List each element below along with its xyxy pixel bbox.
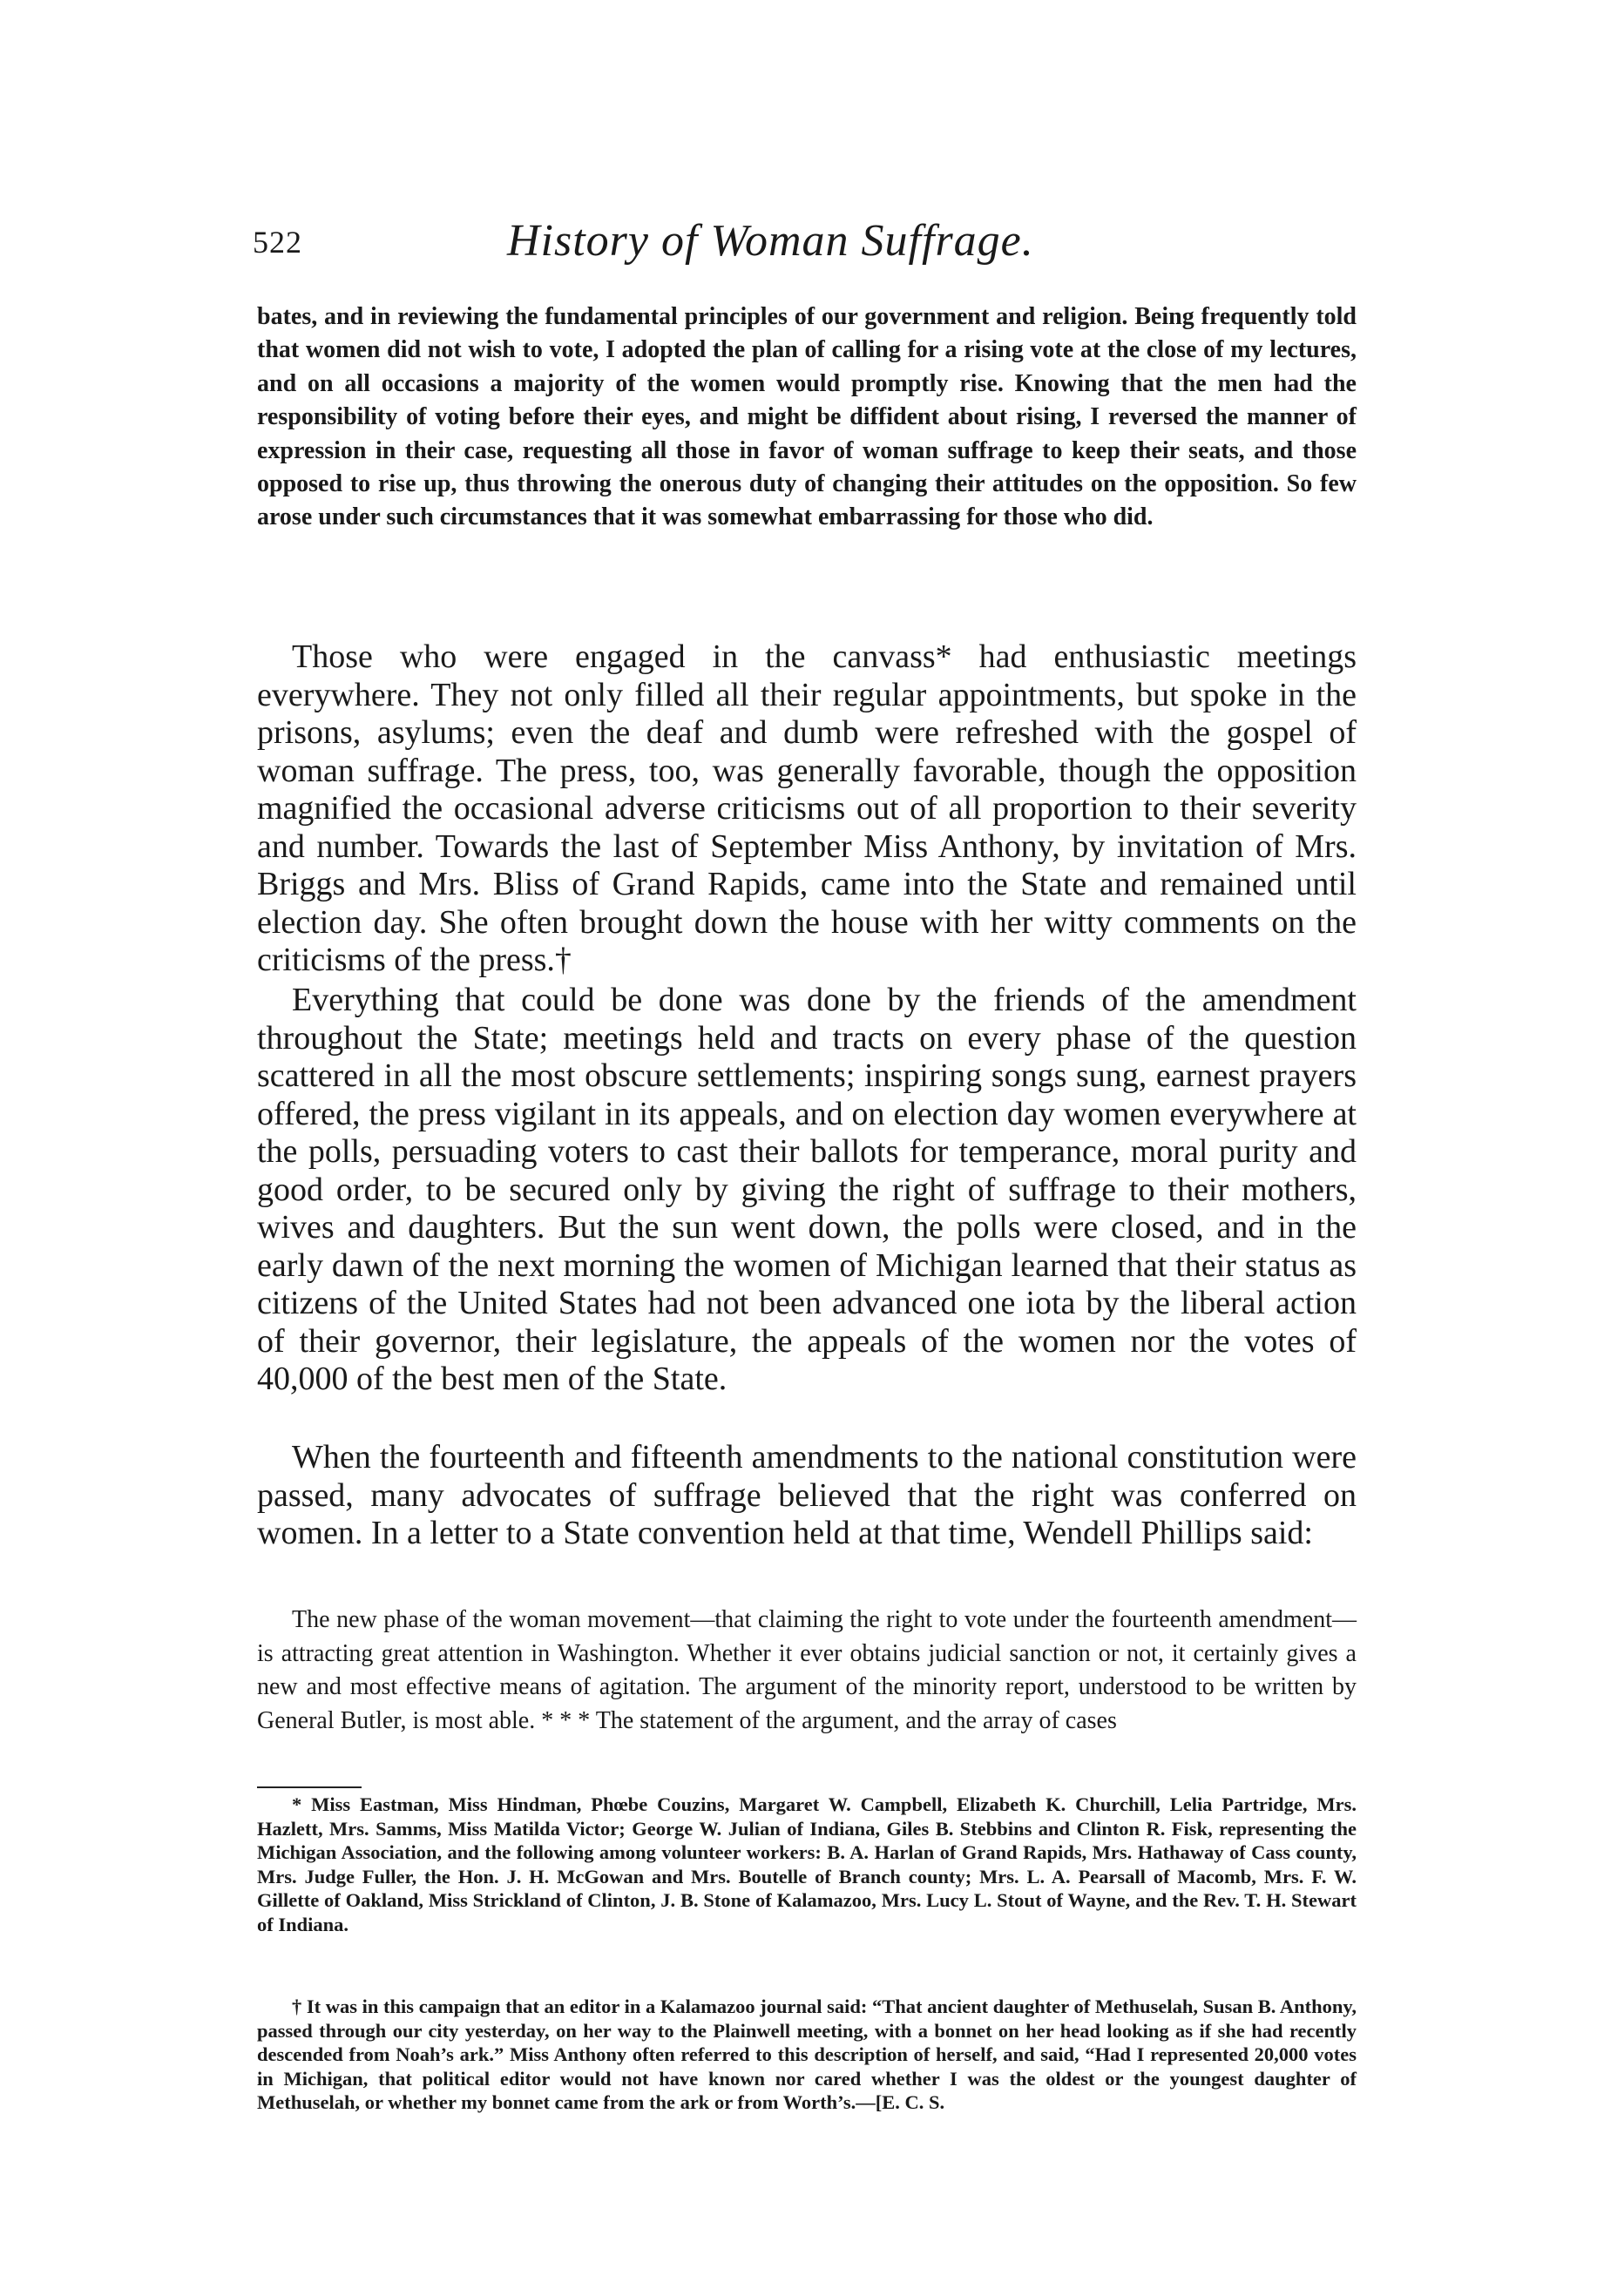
footnote-divider <box>257 1786 362 1788</box>
page-header <box>0 216 1597 283</box>
paragraph-continued-lecture: bates, and in reviewing the fundamental principles of our government and religion. Being frequently told that women did not wish to vote, I adopted the plan of calling for a rising vote at the close of my lectures, and on all occasions a majority of the women would promptly rise. Knowing that the men had the responsibility of voting before their eyes, and might be diffident about rising, I reversed the manner of expression in their case, requesting all those in favor of woman suffrage to keep their seats, and those opposed to rise up, thus throwing the onerous duty of changing their attitudes on the opposition. So few arose under such circumstances that it was somewhat embarrassing for those who did. <box>257 303 1357 531</box>
paragraph-fourteenth-amendment: When the fourteenth and fifteenth amendments to the national constitution were passed, many advocates of suffrage believed that the right was conferred on women. In a letter to a State convention held at that time, Wendell Phillips said: <box>257 1439 1357 1551</box>
paragraph-canvass: Those who were engaged in the canvass* had enthusiastic meetings everywhere. They not only filled all their regular appointments, but spoke in the prisons, asylums; even the deaf and dumb were refreshed with the gospel of woman suffrage. The press, too, was generally favorable, though the opposition magnified the occasional adverse criticisms out of all proportion to their severity and number. Towards the last of September Miss Anthony, by invitation of Mrs. Briggs and Mrs. Bliss of Grand Rapids, came into the State and remained until election day. She often brought down the house with her witty comments on the criticisms of the press.† <box>257 638 1357 978</box>
paragraph-amendment-efforts: Everything that could be done was done by the friends of the amendment throughout the State; meetings held and tracts on every phase of the question scattered in all the most obscure settlements; inspiring songs sung, earnest prayers offered, the press vigilant in its appeals, and on election day women everywhere at the polls, persuading voters to cast their ballots for temperance, moral purity and good order, to be secured only by giving the right of suffrage to their mothers, wives and daughters. But the sun went down, the polls were closed, and in the early dawn of the next morning the women of Michigan learned that their status as citizens of the United States had not been advanced one iota by the liberal action of their governor, their legislature, the appeals of the women nor the votes of 40,000 of the best men of the State. <box>257 982 1357 1397</box>
footnote-dagger: † It was in this campaign that an editor in a Kalamazoo journal said: “That ancient daughter of Methuselah, Susan B. Anthony, passed through our city yesterday, on her way to the Plainwell meeting, with a bonnet on her head looking as if she had recently descended from Noah’s ark.” Miss Anthony often referred to this description of herself, and said, “Had I represented 20,000 votes in Michigan, that political editor would not have known nor cared whether I was the oldest or the youngest daughter of Methuselah, or whether my bonnet came from the ark or from Worth’s.—[E. C. S. <box>257 1995 1357 2113</box>
footnote-star: * Miss Eastman, Miss Hindman, Phœbe Couzins, Margaret W. Campbell, Elizabeth K. Churchill, Lelia Partridge, Mrs. Hazlett, Mrs. Samms, Miss Matilda Victor; George W. Julian of Indiana, Giles B. Stebbins and Clinton R. Fisk, representing the Michigan Association, and the following among volunteer workers: B. A. Harlan of Grand Rapids, Mrs. Hathaway of Cass county, Mrs. Judge Fuller, the Hon. J. H. McGowan and Mrs. Boutelle of Branch county; Mrs. L. A. Pearsall of Macomb, Mrs. F. W. Gillette of Oakland, Miss Strickland of Clinton, J. B. Stone of Kalamazoo, Mrs. Lucy L. Stout of Wayne, and the Rev. T. H. Stewart of Indiana. <box>257 1793 1357 1935</box>
page-number: 522 <box>253 225 302 260</box>
quote-wendell-phillips: The new phase of the woman movement—that claiming the right to vote under the fourteenth amendment—is attracting great attention in Washington. Whether it ever obtains judicial sanction or not, it certainly gives a new and most effective means of agitation. The argument of the minority report, understood to be written by General Butler, is most able. * * * The statement of the argument, and the array of cases <box>257 1606 1357 1734</box>
running-title: History of Woman Suffrage. <box>507 216 1034 266</box>
